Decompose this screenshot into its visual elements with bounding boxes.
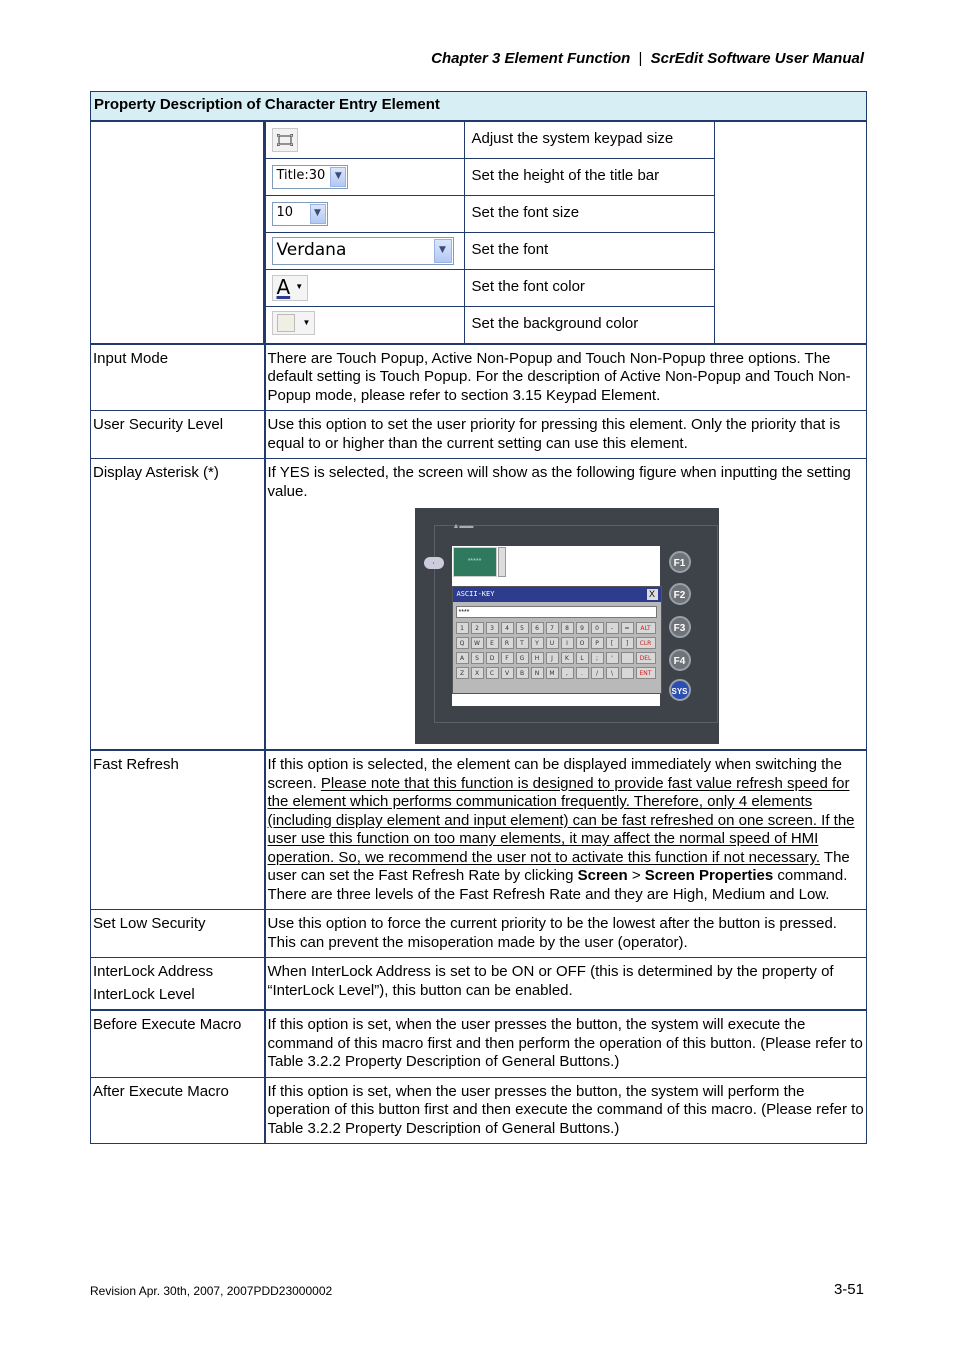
desc-text: The user can set the Fast Refresh Rate by clicking [267,848,850,884]
dropdown-arrow-icon: ▼ [302,318,311,327]
power-indicator-icon: • [424,557,444,569]
table-row [91,910,867,958]
keypad-size-icon[interactable] [272,128,298,152]
property-table [90,91,867,1144]
chevron-down-icon: ▼ [310,204,326,224]
label-line: InterLock Address [93,963,214,980]
keyboard-key[interactable]: C [486,667,499,679]
display-edge [498,547,506,577]
keyboard-row [456,652,656,664]
keyboard-function-key[interactable]: ALT [636,622,656,634]
keyboard-key[interactable]: ; [591,652,604,664]
row-label: Fast Refresh [91,750,265,910]
row-desc [265,750,867,910]
f4-key[interactable]: F4 [669,649,691,671]
keyboard-key[interactable]: ' [606,652,619,664]
chevron-down-icon: ▼ [434,239,452,263]
row-label: User Security Level [91,411,265,459]
tool-row [263,269,714,306]
font-color-icon: A [276,275,291,300]
desc-text: If this option is selected, the element can be displayed immediately when switching the screen. [267,756,842,792]
keyboard-key[interactable]: J [546,652,559,664]
desc-text: command. There are three levels of the Fast Refresh Rate and they are High, Medium and Low. [267,867,848,903]
keyboard-key[interactable]: Q [456,637,469,649]
row-desc: When InterLock Address is set to be ON or OFF (this is determined by the property of “InterLock Level”), this button can be enabled. [265,958,867,1011]
menu-command: Screen Properties [644,867,774,884]
close-icon[interactable]: X [647,589,658,600]
keyboard-title: ASCII-KEY [453,587,661,602]
keyboard-function-key[interactable]: ENT [636,667,656,679]
table-row [91,958,867,1011]
keyboard-keys [456,622,656,682]
keyboard-key[interactable]: Y [531,637,544,649]
keyboard-key[interactable]: 5 [516,622,529,634]
keyboard-key[interactable]: . [576,667,589,679]
row-label: After Execute Macro [91,1077,265,1144]
f1-key[interactable]: F1 [669,551,691,573]
keyboard-key[interactable]: O [576,637,589,649]
keyboard-key[interactable]: E [486,637,499,649]
keyboard-key[interactable]: 3 [486,622,499,634]
tool-row [263,306,714,343]
row-desc: If YES is selected, the screen will show as the following figure when inputting the setting value. [267,464,851,500]
keyboard-key[interactable]: 8 [561,622,574,634]
tool-desc: Set the height of the title bar [464,158,714,195]
dropdown-arrow-icon: ▼ [295,282,304,292]
keyboard-key[interactable]: 1 [456,622,469,634]
header-separator: | [638,50,643,67]
row-label: Set Low Security [91,910,265,958]
brand-logo-icon: ▲▬▬ [452,523,474,530]
keyboard-key[interactable]: = [621,622,634,634]
keyboard-key[interactable]: F [501,652,514,664]
keyboard-function-key[interactable]: DEL [636,652,656,664]
table-title: Property Description of Character Entry Element [91,92,867,121]
tool-desc: Set the font size [464,195,714,232]
hmi-screen [452,546,660,706]
keyboard-key[interactable]: K [561,652,574,664]
row-desc: If this option is set, when the user presses the button, the system will perform the operation of this button first and then execute the command of this macro. (Please refer to Table 3.2.2 Property Description of General Buttons.) [265,1077,867,1144]
page-number: 3-51 [833,1281,864,1298]
keyboard-key[interactable]: N [531,667,544,679]
keyboard-key[interactable]: D [486,652,499,664]
keyboard-row [456,667,656,679]
tool-row [263,122,714,159]
keyboard-row [456,637,656,649]
keyboard-key[interactable]: ] [621,637,634,649]
keyboard-key[interactable]: P [591,637,604,649]
row-label: Before Execute Macro [91,1010,265,1077]
row-label [91,958,265,1011]
keyboard-key[interactable] [621,652,634,664]
keyboard-key[interactable]: X [471,667,484,679]
keyboard-key[interactable]: W [471,637,484,649]
tools-cell [265,121,867,344]
tool-desc: Set the font [464,232,714,269]
f2-key[interactable]: F2 [669,583,691,605]
tool-desc: Set the background color [464,306,714,343]
table-row [91,344,867,411]
keyboard-key[interactable]: 2 [471,622,484,634]
menu-command: Screen [577,867,628,884]
underlined-note: Please note that this function is designed to provide fast value refresh speed for the element which performs communication frequently. Therefore, only 4 elements (including display element and input element) can be fast refreshed on one screen. If the user use this function on too many elements, it may affect the normal speed of HMI operation. So, we recommend the user not to activate this function if not necessary. [267,774,855,866]
desc-text: > [627,867,645,884]
keyboard-key[interactable]: G [516,652,529,664]
row-desc-cell [265,459,867,751]
chevron-down-icon: ▼ [330,167,346,187]
keyboard-key[interactable]: L [576,652,589,664]
background-color-button[interactable] [272,311,316,335]
keyboard-key[interactable]: - [606,622,619,634]
font-size-select[interactable]: 10 ▼ [272,202,328,226]
font-select[interactable]: Verdana ▼ [272,237,454,265]
keyboard-key[interactable]: A [456,652,469,664]
keyboard-key[interactable]: R [501,637,514,649]
ascii-keyboard [452,586,662,694]
hmi-figure [415,508,719,744]
keyboard-key[interactable]: 0 [591,622,604,634]
keyboard-key[interactable]: V [501,667,514,679]
title-height-select[interactable]: Title:30 ▼ [272,165,349,189]
f3-key[interactable]: F3 [669,616,691,638]
row-label: Display Asterisk (*) [91,459,265,751]
keyboard-function-key[interactable]: CLR [636,637,656,649]
tools-label-cell [91,121,265,344]
keyboard-key[interactable]: 4 [501,622,514,634]
manual-title: ScrEdit Software User Manual [650,50,864,67]
row-desc: Use this option to force the current priority to be the lowest after the button is pressed. This can prevent the misoperation made by the user (operator). [265,910,867,958]
table-row [91,411,867,459]
tool-desc: Set the font color [464,269,714,306]
row-desc: There are Touch Popup, Active Non-Popup and Touch Non-Popup three options. The default setting is Touch Popup. For the description of Active Non-Popup and Touch Non-Popup mode, please refer to section 3.15 Keypad Element. [265,344,867,411]
keyboard-key[interactable]: S [471,652,484,664]
keyboard-key[interactable]: H [531,652,544,664]
font-color-button[interactable] [272,275,309,301]
table-row [91,1077,867,1144]
background-color-icon [277,314,295,332]
keyboard-key[interactable]: U [546,637,559,649]
chapter-title: Chapter 3 Element Function [431,50,631,67]
keyboard-key[interactable]: / [591,667,604,679]
table-row [91,750,867,910]
table-row [91,1010,867,1077]
keyboard-key[interactable]: 9 [576,622,589,634]
keyboard-key[interactable]: [ [606,637,619,649]
revision-footer: Revision Apr. 30th, 2007, 2007PDD23000002 [90,1284,333,1298]
sys-key[interactable]: SYS [669,679,691,701]
keyboard-key[interactable]: 6 [531,622,544,634]
keyboard-key[interactable]: T [516,637,529,649]
page-header [431,50,864,67]
table-row [91,459,867,751]
tools-table [263,122,715,343]
tool-row [263,232,714,269]
keyboard-key[interactable]: , [561,667,574,679]
tool-row [263,158,714,195]
keyboard-key[interactable]: \ [606,667,619,679]
label-line: InterLock Level [93,985,195,1003]
tool-row [263,195,714,232]
keyboard-key[interactable] [621,667,634,679]
keyboard-key[interactable]: 7 [546,622,559,634]
keyboard-input: **** [456,606,657,618]
row-desc: If this option is set, when the user presses the button, the system will execute the command of this macro first and then perform the operation of this button. (Please refer to Table 3.2.2 Property Description of General Buttons.) [265,1010,867,1077]
keyboard-key[interactable]: B [516,667,529,679]
keyboard-key[interactable]: I [561,637,574,649]
row-desc: Use this option to set the user priority for pressing this element. Only the priority that is equal to or higher than the current setting can use this element. [265,411,867,459]
character-entry-display: ***** [453,547,497,577]
keyboard-key[interactable]: Z [456,667,469,679]
keyboard-key[interactable]: M [546,667,559,679]
tool-desc: Adjust the system keypad size [464,122,714,159]
row-label: Input Mode [91,344,265,411]
keyboard-row [456,622,656,634]
